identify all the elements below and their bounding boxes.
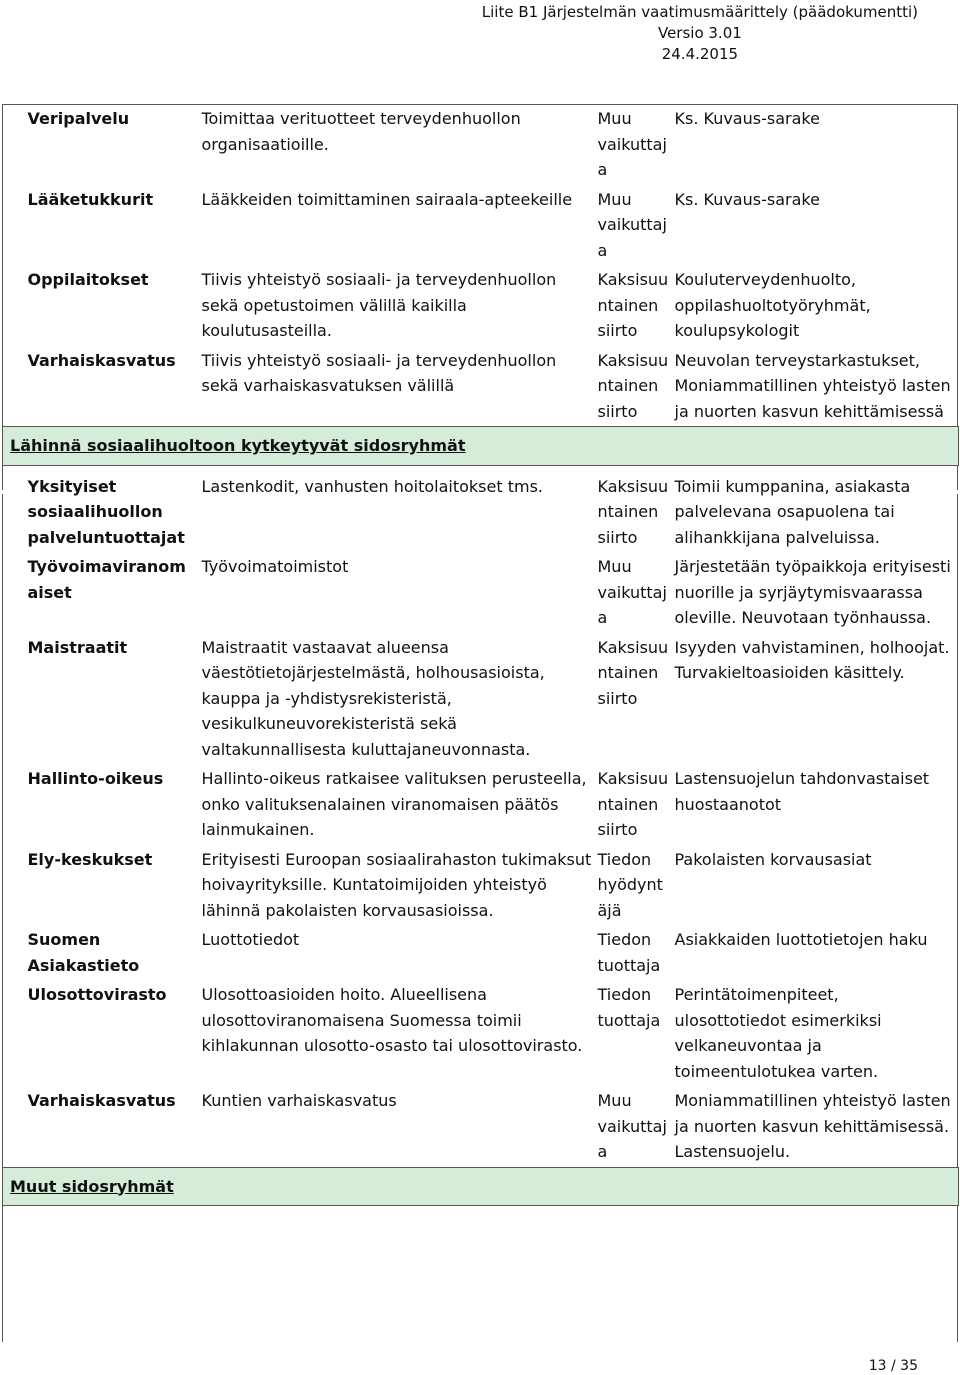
stakeholder-description: Toimittaa verituotteet terveydenhuollon organisaatioille. (201, 109, 521, 154)
stakeholder-note: Ks. Kuvaus-sarake (674, 109, 820, 128)
stakeholder-name: Yksityiset sosiaalihuollon palveluntuottajat (27, 476, 185, 547)
stakeholder-name: Oppilaitokset (27, 270, 149, 289)
stakeholder-name: Varhaiskasvatus (27, 1091, 176, 1110)
stakeholder-description: Tiivis yhteistyö sosiaali- ja terveydenhuollon sekä opetustoimen välillä kaikilla koulutusasteilla. (201, 270, 557, 340)
table-row (3, 552, 959, 633)
stakeholder-note: Lastensuojelun tahdonvastaiset huostaanotot (674, 769, 930, 814)
stakeholder-role: Muu vaikuttaja (597, 557, 667, 627)
table-row (3, 265, 959, 346)
stakeholder-note: Neuvolan terveystarkastukset, Moniammatillinen yhteistyö lasten ja nuorten kasvun kehittämisessä (674, 350, 951, 421)
table-row (3, 764, 959, 845)
stakeholder-rows-a (3, 104, 959, 427)
header-version: Versio 3.01 (657, 24, 742, 42)
stakeholder-description: Luottotiedot (201, 930, 300, 949)
table-row (3, 925, 959, 980)
stakeholder-name: Suomen Asiakastieto (27, 930, 140, 975)
stakeholder-note: Asiakkaiden luottotietojen haku (674, 930, 928, 949)
stakeholder-role: Kaksisuuntainen siirto (597, 769, 669, 839)
document-header (482, 2, 918, 65)
table-row (3, 633, 959, 765)
stakeholder-note: Perintätoimenpiteet, ulosottotiedot esimerkiksi velkaneuvontaa ja toimeentulotukea varten. (674, 985, 882, 1081)
table-row (3, 1086, 959, 1167)
stakeholder-description: Maistraatit vastaavat alueensa väestötietojärjestelmästä, holhousasioista, kauppa ja -yhdistysrekisteristä, vesikulkuneuvorekisteristä sekä valtakunnallisesta kuluttajaneuvonnasta. (201, 637, 545, 759)
stakeholder-role: Kaksisuuntainen siirto (597, 637, 669, 708)
table-row (3, 845, 959, 926)
stakeholder-name: Maistraatit (27, 637, 128, 657)
header-title: Liite B1 Järjestelmän vaatimusmäärittely (päädokumentti) (481, 3, 918, 21)
stakeholder-name: Ulosottovirasto (27, 985, 167, 1004)
section-row-other (3, 1167, 959, 1206)
stakeholder-name: Varhaiskasvatus (27, 350, 176, 370)
stakeholder-description: Tiivis yhteistyö sosiaali- ja terveydenhuollon sekä varhaiskasvatuksen välillä (201, 350, 557, 395)
stakeholder-role: Kaksisuuntainen siirto (597, 350, 669, 421)
stakeholder-description: Erityisesti Euroopan sosiaalirahaston tukimaksut hoivayrityksille. Kuntatoimijoiden yhteistyö lähinnä pakolaisten korvausasioissa. (201, 849, 592, 920)
table-row (3, 472, 959, 553)
section-title-other: Muut sidosryhmät (3, 1167, 959, 1206)
stakeholder-description: Ulosottoasioiden hoito. Alueellisena ulosottoviranomaisena Suomessa toimii kihlakunnan ulosotto-osasto tai ulosottovirasto. (201, 985, 583, 1055)
stakeholder-description: Työvoimatoimistot (201, 557, 349, 576)
stakeholder-name: Hallinto-oikeus (27, 769, 164, 788)
stakeholder-name: Lääketukkurit (27, 189, 154, 209)
stakeholder-name: Työvoimaviranomaiset (27, 557, 186, 602)
stakeholder-role: Tiedon hyödyntäjä (597, 849, 663, 920)
table-row (3, 104, 959, 185)
stakeholder-role: Muu vaikuttaja (597, 109, 667, 179)
stakeholder-name: Veripalvelu (27, 109, 130, 128)
stakeholder-description: Hallinto-oikeus ratkaisee valituksen perusteella, onko valituksenalainen viranomaisen päätös lainmukainen. (201, 769, 587, 839)
stakeholder-note: Pakolaisten korvausasiat (674, 849, 872, 869)
stakeholder-note: Kouluterveydenhuolto, oppilashuoltotyöryhmät, koulupsykologit (674, 270, 871, 340)
stakeholder-note: Järjestetään työpaikkoja erityisesti nuorille ja syrjäytymisvaarassa oleville. Neuvotaan työnhaussa. (674, 557, 951, 627)
table-row (3, 185, 959, 266)
stakeholder-name: Ely-keskukset (27, 849, 153, 869)
header-date: 24.4.2015 (661, 45, 739, 63)
stakeholder-role: Muu vaikuttaja (597, 1091, 667, 1161)
stakeholder-role: Tiedon tuottaja (597, 930, 661, 975)
stakeholder-role: Kaksisuuntainen siirto (597, 476, 669, 547)
stakeholder-role: Kaksisuuntainen siirto (597, 270, 669, 340)
stakeholder-description: Lääkkeiden toimittaminen sairaala-apteekeille (201, 189, 573, 209)
stakeholder-note: Moniammatillinen yhteistyö lasten ja nuorten kasvun kehittämisessä. Lastensuojelu. (674, 1091, 951, 1161)
stakeholder-role: Tiedon tuottaja (597, 985, 661, 1030)
section-row-social (3, 427, 959, 466)
table-row (3, 980, 959, 1086)
stakeholder-rows-b (3, 472, 959, 1168)
table-row (3, 346, 959, 427)
stakeholder-description: Lastenkodit, vanhusten hoitolaitokset tms. (201, 476, 543, 496)
section-title-social: Lähinnä sosiaalihuoltoon kytkeytyvät sidosryhmät (3, 427, 959, 466)
stakeholder-note: Ks. Kuvaus-sarake (674, 189, 820, 209)
stakeholder-role: Muu vaikuttaja (597, 189, 667, 260)
stakeholder-note: Toimii kumppanina, asiakasta palvelevana osapuolena tai alihankkijana palveluissa. (674, 476, 911, 547)
page-number: 13 / 35 (868, 1358, 918, 1374)
stakeholder-description: Kuntien varhaiskasvatus (201, 1091, 397, 1110)
stakeholder-note: Isyyden vahvistaminen, holhoojat. Turvakieltoasioiden käsittely. (674, 637, 950, 682)
stakeholder-table (2, 104, 959, 1206)
